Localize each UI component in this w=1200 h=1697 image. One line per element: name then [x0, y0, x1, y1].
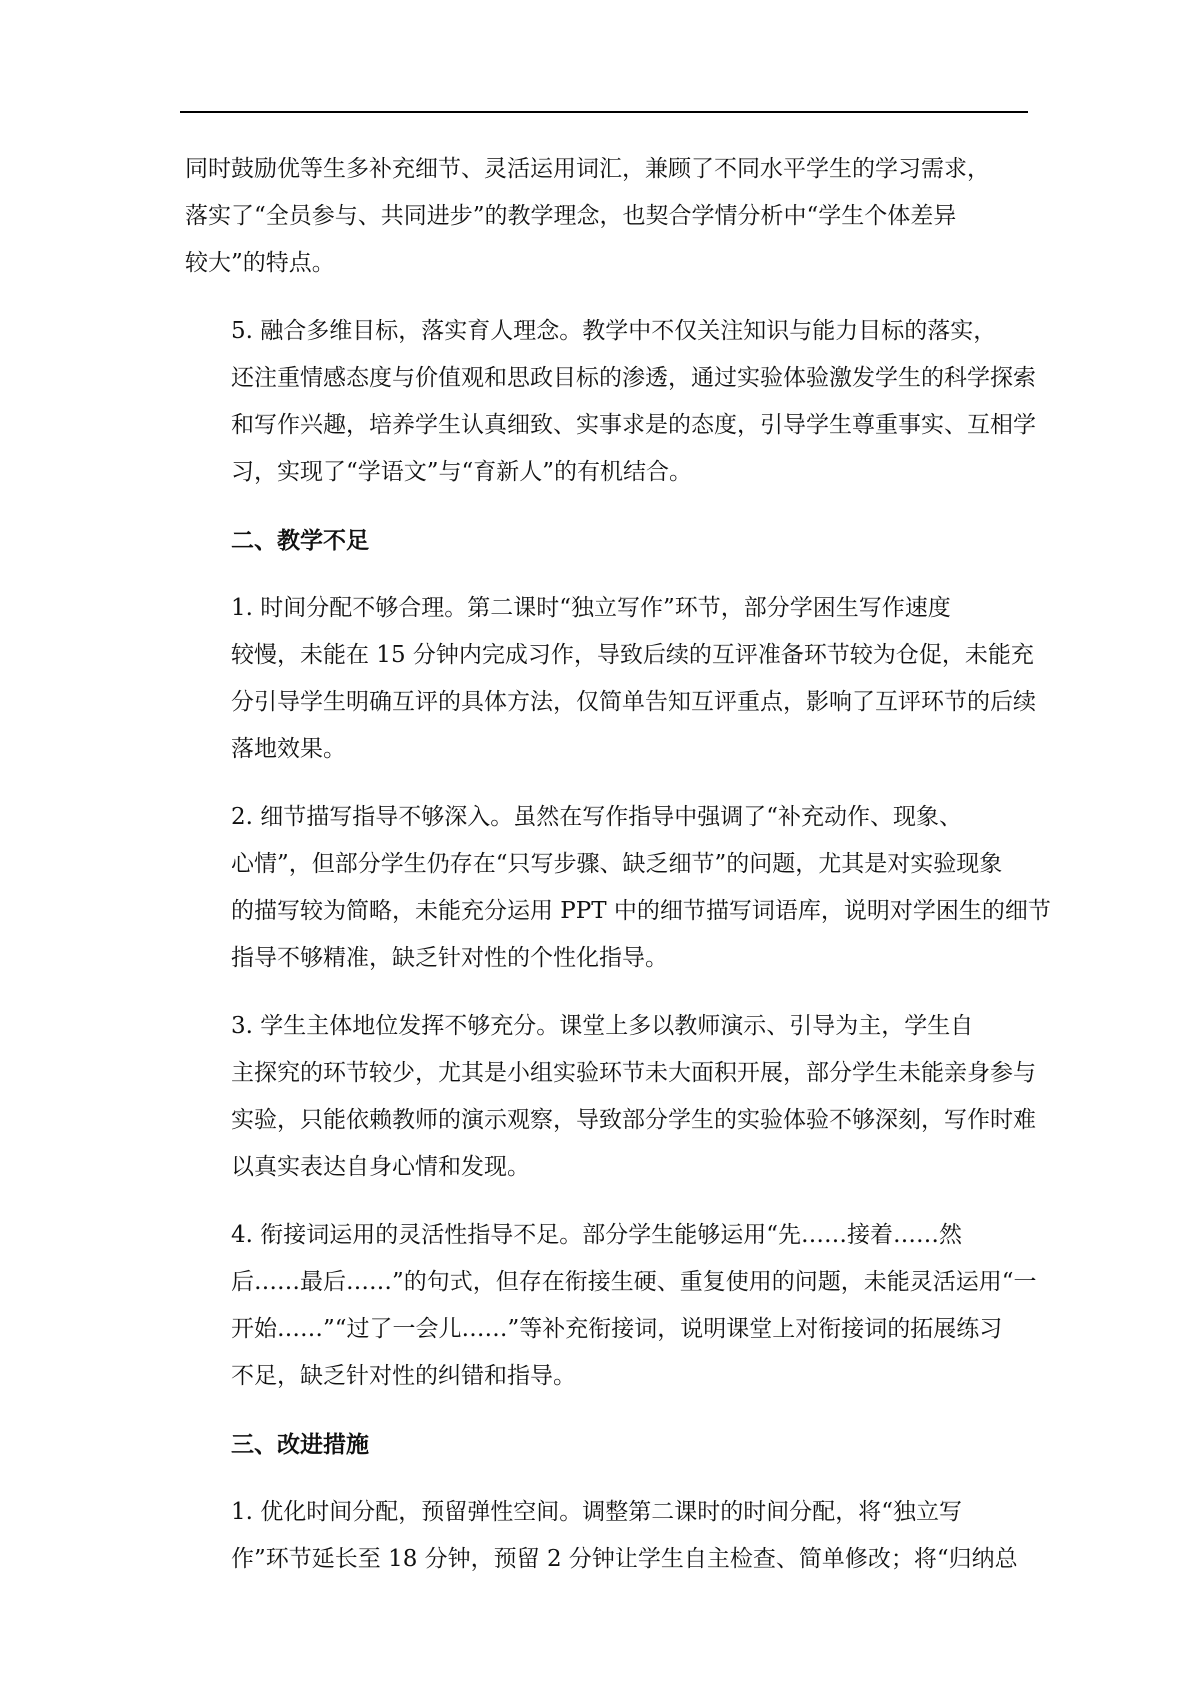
- text-line: 不足，缺乏针对性的纠错和指导。: [231, 1363, 576, 1389]
- text-line: 2. 细节描写指导不够深入。虽然在写作指导中强调了“补充动作、现象、: [231, 804, 963, 830]
- section-heading: [185, 1421, 1027, 1468]
- text-line: 较慢，未能在 15 分钟内完成习作，导致后续的互评准备环节较为仓促，未能充: [231, 642, 1034, 668]
- document-body: [185, 146, 1051, 1604]
- text-line: 1. 时间分配不够合理。第二课时“独立写作”环节，部分学困生写作速度: [231, 595, 951, 621]
- text-line: 分引导学生明确互评的具体方法，仅简单告知互评重点，影响了互评环节的后续: [231, 689, 1036, 715]
- text-line: 以真实表达自身心情和发现。: [231, 1154, 530, 1180]
- header-rule: [180, 111, 1028, 113]
- section-heading: [185, 517, 1027, 564]
- text-line: 较大”的特点。: [185, 250, 335, 276]
- text-line: 和写作兴趣，培养学生认真细致、实事求是的态度，引导学生尊重事实、互相学: [231, 412, 1036, 438]
- text-line: 1. 优化时间分配，预留弹性空间。调整第二课时的时间分配，将“独立写: [231, 1499, 963, 1525]
- text-line: 同时鼓励优等生多补充细节、灵活运用词汇，兼顾了不同水平学生的学习需求，: [185, 156, 990, 182]
- text-line: 主探究的环节较少，尤其是小组实验环节未大面积开展，部分学生未能亲身参与: [231, 1060, 1036, 1086]
- paragraph: [185, 794, 1051, 982]
- paragraph: [185, 146, 1027, 287]
- text-line: 5. 融合多维目标，落实育人理念。教学中不仅关注知识与能力目标的落实，: [231, 318, 997, 344]
- text-line: 3. 学生主体地位发挥不够充分。课堂上多以教师演示、引导为主，学生自: [231, 1013, 974, 1039]
- paragraph: [185, 1003, 1036, 1191]
- paragraph: [185, 1489, 1027, 1583]
- text-line: 4. 衔接词运用的灵活性指导不足。部分学生能够运用“先……接着……然: [231, 1222, 963, 1248]
- text-line: 三、改进措施: [231, 1431, 369, 1458]
- text-line: 落实了“全员参与、共同进步”的教学理念，也契合学情分析中“学生个体差异: [185, 203, 957, 229]
- text-line: 后……最后……”的句式，但存在衔接生硬、重复使用的问题，未能灵活运用“一: [231, 1269, 1037, 1295]
- text-line: 指导不够精准，缺乏针对性的个性化指导。: [231, 945, 668, 971]
- text-line: 开始……”“过了一会儿……”等补充衔接词，说明课堂上对衔接词的拓展练习: [231, 1316, 1003, 1342]
- text-line: 的描写较为简略，未能充分运用 PPT 中的细节描写词语库，说明对学困生的细节: [231, 898, 1051, 924]
- text-line: 作”环节延长至 18 分钟，预留 2 分钟让学生自主检查、简单修改；将“归纳总: [231, 1546, 1018, 1572]
- text-line: 二、教学不足: [231, 527, 369, 554]
- text-line: 习，实现了“学语文”与“育新人”的有机结合。: [231, 459, 693, 485]
- text-line: 还注重情感态度与价值观和思政目标的渗透，通过实验体验激发学生的科学探索: [231, 365, 1036, 391]
- paragraph: [185, 308, 1036, 496]
- paragraph: [185, 585, 1036, 773]
- text-line: 落地效果。: [231, 736, 346, 762]
- text-line: 心情”，但部分学生仍存在“只写步骤、缺乏细节”的问题，尤其是对实验现象: [231, 851, 1003, 877]
- paragraph: [185, 1212, 1037, 1400]
- text-line: 实验，只能依赖教师的演示观察，导致部分学生的实验体验不够深刻，写作时难: [231, 1107, 1036, 1133]
